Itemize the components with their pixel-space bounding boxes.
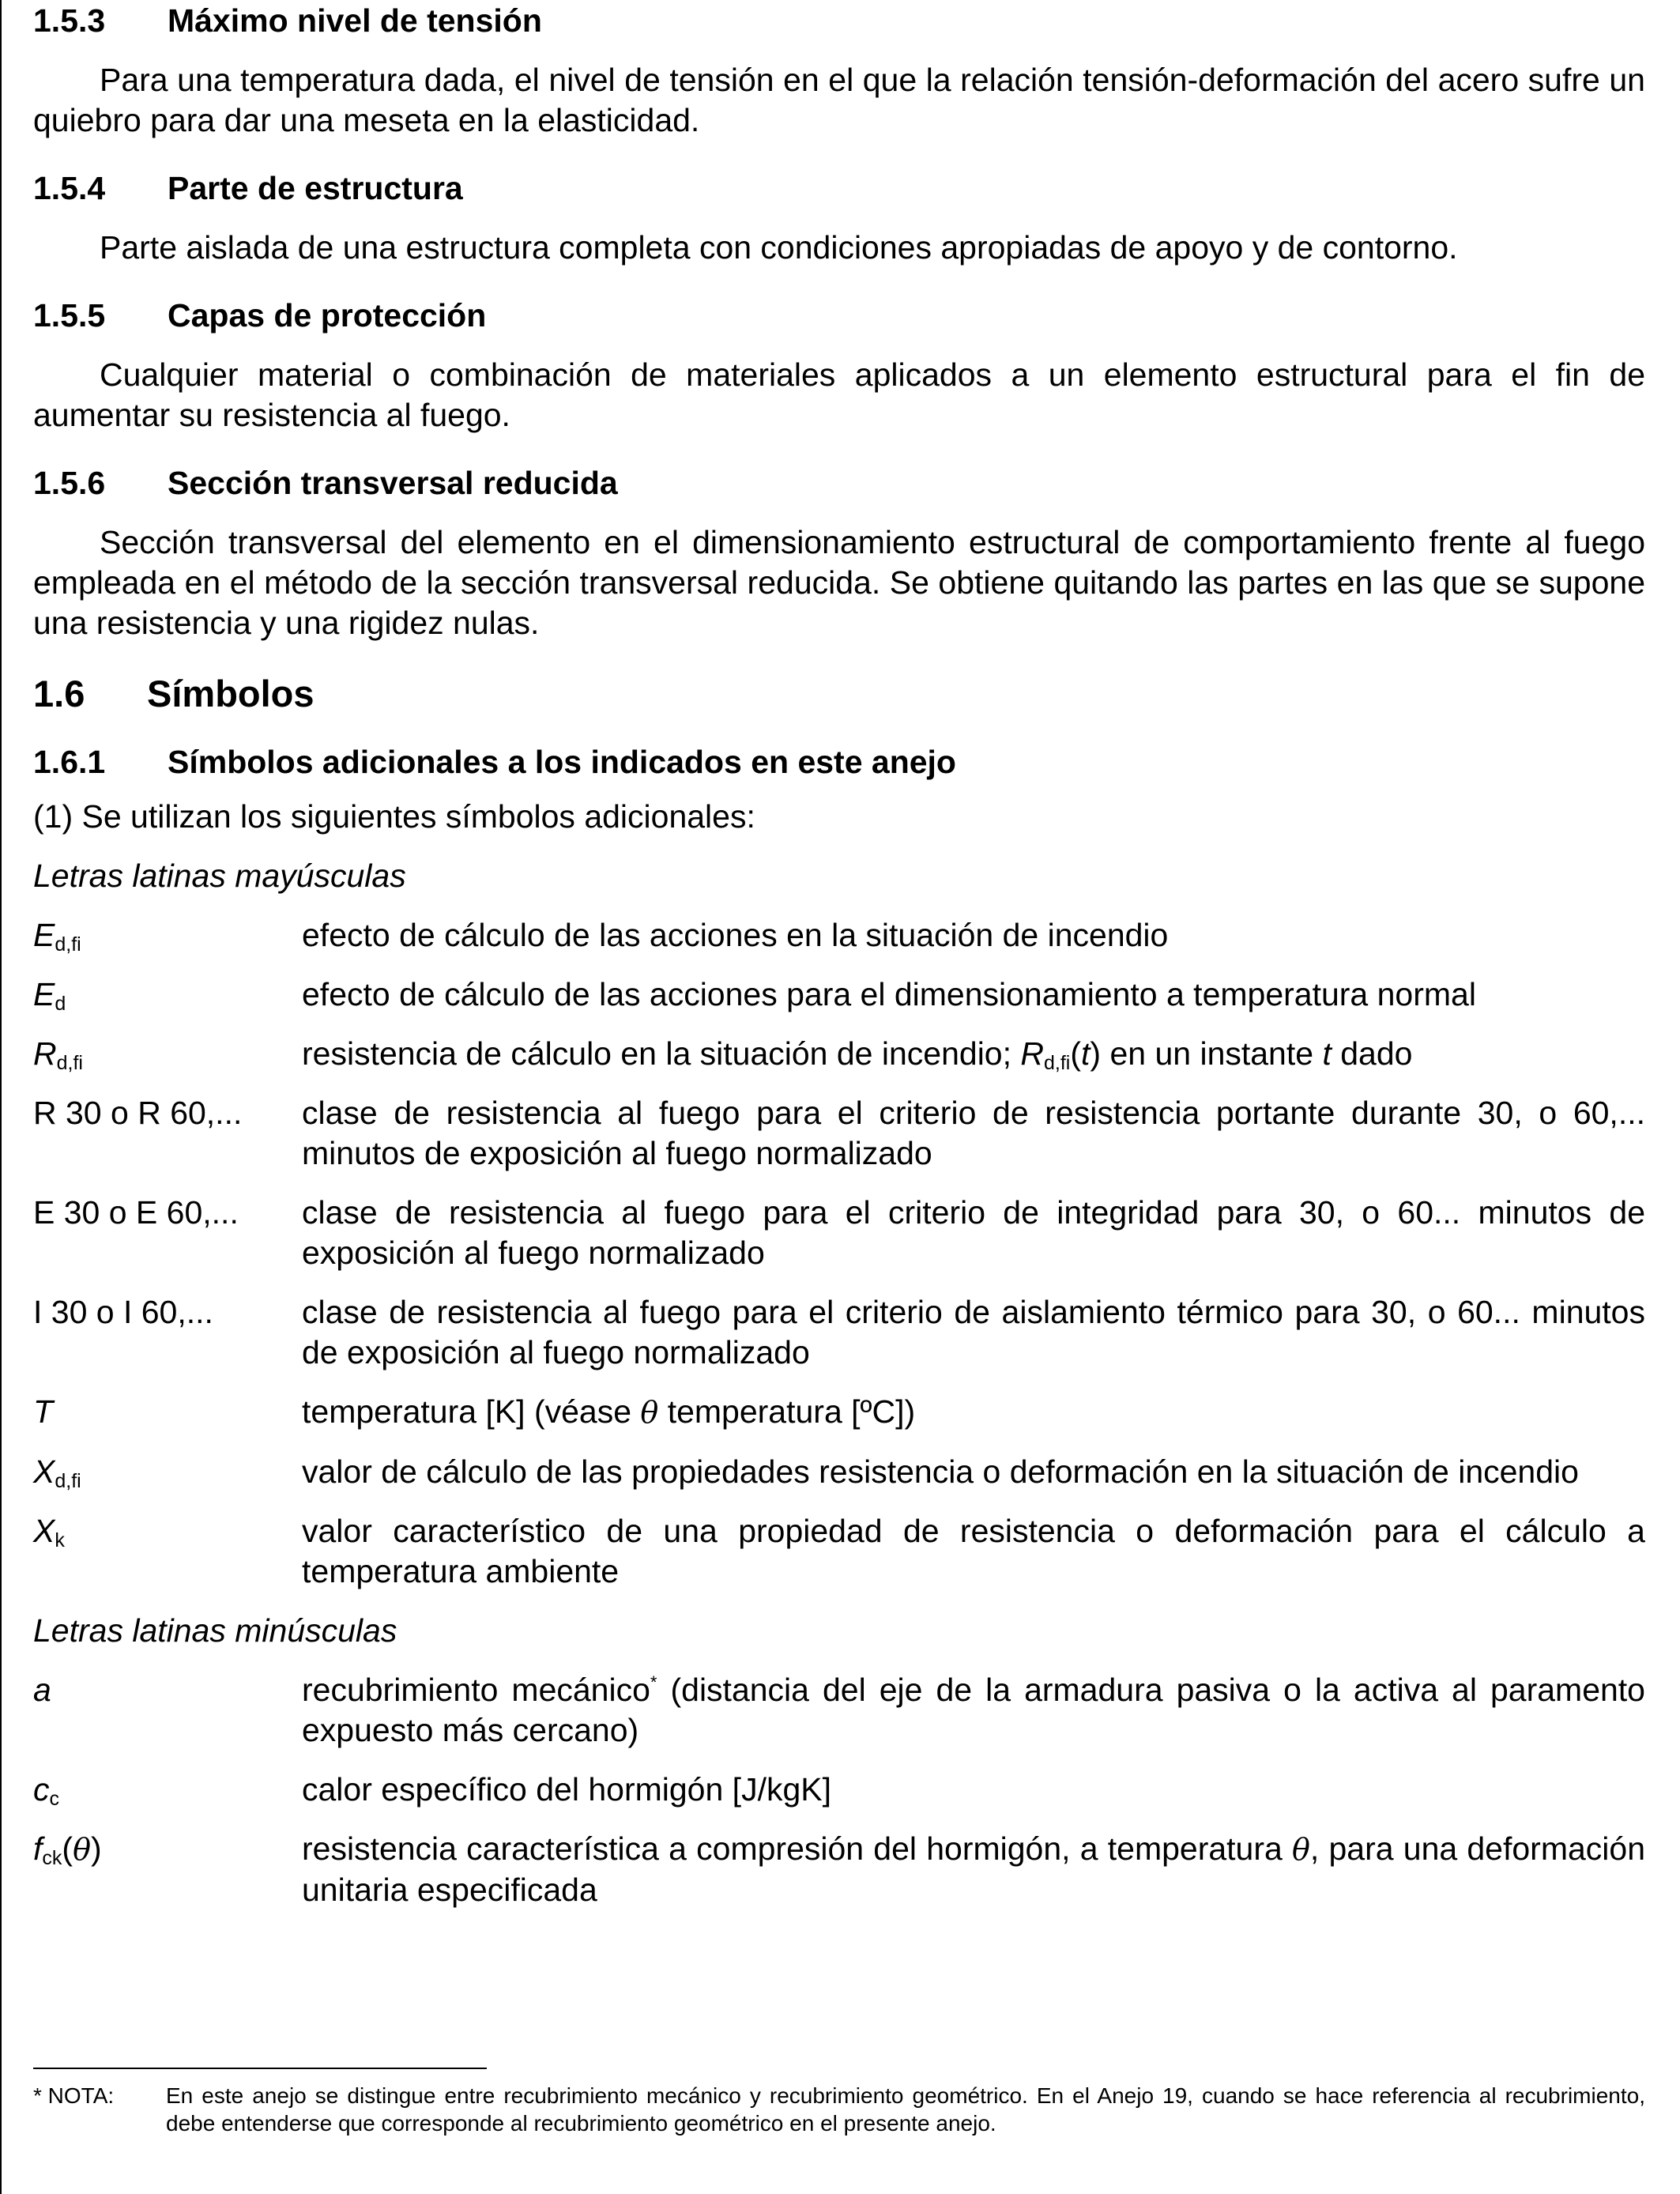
symbol: $X_k$ (33, 1513, 65, 1551)
symbol-row-xk (33, 1511, 1645, 1592)
intro-text: (1) Se utilizan los siguientes símbolos adicionales: (33, 798, 755, 835)
symbol-definition: resistencia de cálculo en la situación de incendio; $R_{d,fi}(t)$ en un instante t dado (302, 1035, 1413, 1074)
symbol-row-cc (33, 1770, 1645, 1810)
symbol-definition: calor específico del hormigón [J/kgK] (302, 1771, 831, 1808)
category-lowercase: Letras latinas minúsculas (33, 1612, 397, 1649)
symbol: $R_{d,fi}$ (33, 1035, 83, 1074)
paragraph-1-5-3: Para una temperatura dada, el nivel de tensión en el que la relación tensión-deformación del acero sufre un quiebro para dar una meseta en la elasticidad. (33, 62, 1645, 138)
paragraph-1-5-6: Sección transversal del elemento en el dimensionamiento estructural de comportamiento frente al fuego empleada en el método de la sección transversal reducida. Se obtiene quitando las partes en las que se supone una resistencia y una rigidez nulas. (33, 524, 1645, 641)
symbol-row-a (33, 1670, 1645, 1751)
symbol: a (33, 1672, 51, 1708)
symbol: I 30 o I 60,... (33, 1294, 213, 1330)
footnote (33, 2082, 1645, 2137)
heading-number: 1.5.4 (33, 170, 106, 206)
heading-title: Sección transversal reducida (168, 465, 618, 501)
footnote-text: En este anejo se distingue entre recubrimiento mecánico y recubrimiento geométrico. En el Anejo 19, cuando se hace referencia al recubrimiento, debe entenderse que corresponde al recubrimiento geométrico en el presente anejo. (166, 2083, 1645, 2136)
symbol-row-r30 (33, 1093, 1645, 1174)
symbol: T (33, 1393, 54, 1430)
heading-title: Parte de estructura (168, 170, 463, 206)
heading-1-6-1 (33, 741, 1645, 782)
symbol-row-fck (33, 1829, 1645, 1910)
symbol-definition: valor de cálculo de las propiedades resistencia o deformación en la situación de incendio (302, 1453, 1579, 1490)
heading-title: Símbolos adicionales a los indicados en este anejo (168, 744, 956, 780)
symbol: $E_{d,fi}$ (33, 917, 81, 956)
symbol-definition: valor característico de una propiedad de resistencia o deformación para el cálculo a temperatura ambiente (302, 1513, 1645, 1589)
symbol: R 30 o R 60,... (33, 1095, 243, 1131)
heading-1-5-6 (33, 462, 1645, 503)
heading-1-5-4 (33, 168, 1645, 209)
symbol-definition: resistencia característica a compresión del hormigón, a temperatura θ, para una deformación unitaria especificada (302, 1830, 1645, 1908)
heading-title: Máximo nivel de tensión (168, 2, 542, 39)
symbol: $X_{d,fi}$ (33, 1453, 81, 1492)
symbol-row-edfi (33, 915, 1645, 956)
symbol-row-rdfi (33, 1034, 1645, 1074)
symbol-definition: efecto de cálculo de las acciones en la situación de incendio (302, 917, 1169, 953)
category-uppercase: Letras latinas mayúsculas (33, 858, 406, 894)
heading-number: 1.5.6 (33, 465, 106, 501)
symbol-row-ed (33, 974, 1645, 1015)
symbol-definition: clase de resistencia al fuego para el criterio de integridad para 30, o 60... minutos de exposición al fuego normalizado (302, 1194, 1645, 1271)
page-left-border (0, 0, 2, 2194)
heading-number: 1.5.5 (33, 297, 106, 334)
heading-number: 1.5.3 (33, 2, 106, 39)
symbol-row-i30 (33, 1292, 1645, 1373)
symbol: E 30 o E 60,... (33, 1194, 239, 1231)
symbol-row-t (33, 1392, 1645, 1433)
symbol-definition: clase de resistencia al fuego para el criterio de aislamiento térmico para 30, o 60... minutos de exposición al fuego normalizado (302, 1294, 1645, 1370)
symbol-row-e30 (33, 1193, 1645, 1273)
heading-1-5-3 (33, 0, 1645, 41)
footnote-label: * NOTA: (33, 2083, 115, 2108)
heading-title: Símbolos (147, 673, 315, 714)
symbol: $f_{ck}(\theta)$ (33, 1830, 102, 1869)
symbol-row-xdfi (33, 1452, 1645, 1492)
heading-number: 1.6 (33, 673, 85, 714)
symbol: $c_c$ (33, 1771, 59, 1810)
footnote-divider (33, 2068, 487, 2069)
symbol: $E_d$ (33, 976, 66, 1015)
paragraph-1-5-4: Parte aislada de una estructura completa con condiciones apropiadas de apoyo y de contorno. (100, 229, 1458, 266)
heading-1-6 (33, 670, 1645, 718)
document-body (33, 0, 1645, 1910)
symbol-definition: efecto de cálculo de las acciones para el dimensionamiento a temperatura normal (302, 976, 1476, 1012)
symbol-definition: recubrimiento mecánico* (distancia del eje de la armadura pasiva o la activa al paramento expuesto más cercano) (302, 1672, 1645, 1748)
footnote-marker: * (650, 1672, 657, 1692)
symbol-definition: temperatura [K] (véase θ temperatura [ºC]) (302, 1393, 916, 1430)
heading-number: 1.6.1 (33, 744, 106, 780)
heading-1-5-5 (33, 295, 1645, 336)
symbol-definition: clase de resistencia al fuego para el criterio de resistencia portante durante 30, o 60,... minutos de exposición al fuego normalizado (302, 1095, 1645, 1171)
heading-title: Capas de protección (168, 297, 487, 334)
paragraph-1-5-5: Cualquier material o combinación de materiales aplicados a un elemento estructural para el fin de aumentar su resistencia al fuego. (33, 356, 1645, 433)
